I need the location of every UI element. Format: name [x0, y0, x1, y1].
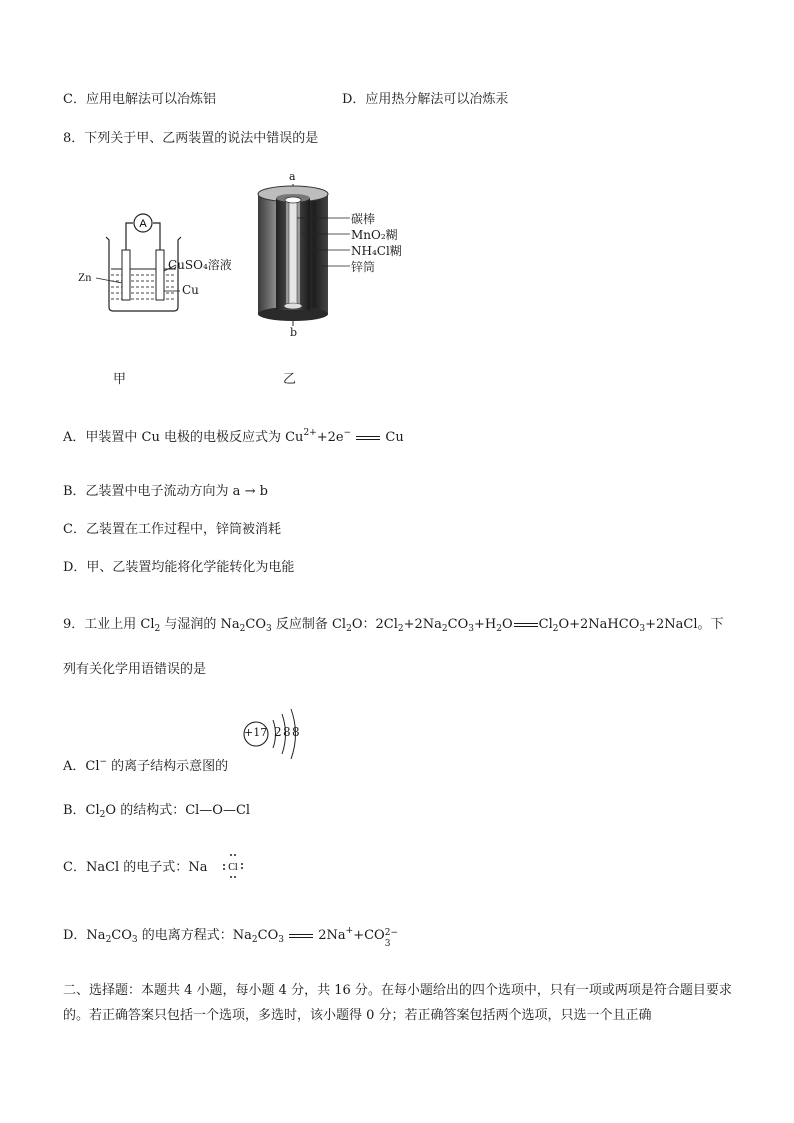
ammeter-label: A [139, 218, 147, 230]
atom-nucleus: +17 [244, 726, 268, 739]
atom-shell-1: 2 [274, 725, 282, 739]
q8-option-c: C．乙装置在工作过程中，锌筒被消耗 [63, 522, 281, 537]
caption-jia: 甲 [113, 372, 127, 387]
label-mno2: MnO₂糊 [351, 228, 398, 242]
q9-option-d: D．$Na_2CO_3$ 的电离方程式：$Na_2CO_3$ 2Na++CO 2− 3 [63, 926, 398, 949]
q9-option-a: A．Cl− 的离子结构示意图的 [63, 757, 229, 774]
equals-sign [513, 620, 539, 630]
q8-option-a: A．甲装置中 Cu 电极的电极反应式为 $Cu^{2+}+2e^-$ Cu [63, 428, 404, 445]
label-a: a [289, 170, 296, 183]
q8-stem: 8．下列关于甲、乙两装置的说法中错误的是 [63, 131, 319, 146]
atom-shell-2: 8 [283, 725, 291, 739]
figure-yi-dry-cell [250, 170, 360, 340]
label-zinc-can: 锌筒 [351, 260, 376, 274]
q9-stem-line2: 列有关化学用语错误的是 [63, 662, 207, 677]
equals-sign [288, 931, 314, 941]
label-nh4cl: NH₄Cl糊 [351, 244, 402, 258]
q7-option-c: C．应用电解法可以冶炼铝 [63, 92, 216, 107]
label-b: b [290, 326, 298, 339]
atom-shell-3: 8 [292, 725, 300, 739]
label-zn: Zn [78, 270, 92, 284]
electron-dot-formula-icon [222, 852, 246, 880]
q7-option-d: D．应用热分解法可以冶炼汞 [342, 92, 509, 107]
q9-stem-line1: 9．工业上用 $Cl_2$ 与湿润的 $Na_2CO_3$ 反应制备 $Cl_2O$：$2Cl_2+2Na_2CO_3+H_2O$ $Cl_2O+2NaHCO_3+2NaCl$。下 [63, 617, 724, 634]
label-cuso4: CuSO₄溶液 [168, 258, 232, 272]
q8-option-d: D．甲、乙装置均能将化学能转化为电能 [63, 560, 295, 575]
section-2-instructions: 二、选择题：本题共 4 小题，每小题 4 分，共 16 分。在每小题给出的四个选项中，只有一项或两项是符合题目要求的。若正确答案只包括一个选项，多选时，该小题得 0 分；若正确答案包括两个选项，只选一个且正确 [63, 983, 732, 1023]
caption-yi: 乙 [283, 372, 297, 387]
equals-sign [355, 433, 381, 443]
electron-dot-cl: Cl [228, 862, 238, 873]
q8-option-b: B．乙装置中电子流动方向为 a → b [63, 484, 268, 499]
q9-option-b: B．$Cl_2O$ 的结构式：Cl—O—Cl [63, 803, 251, 820]
q9-option-c: C．NaCl 的电子式：Na [63, 860, 208, 875]
label-cu: Cu [182, 283, 199, 297]
label-carbon-rod: 碳棒 [351, 212, 376, 226]
